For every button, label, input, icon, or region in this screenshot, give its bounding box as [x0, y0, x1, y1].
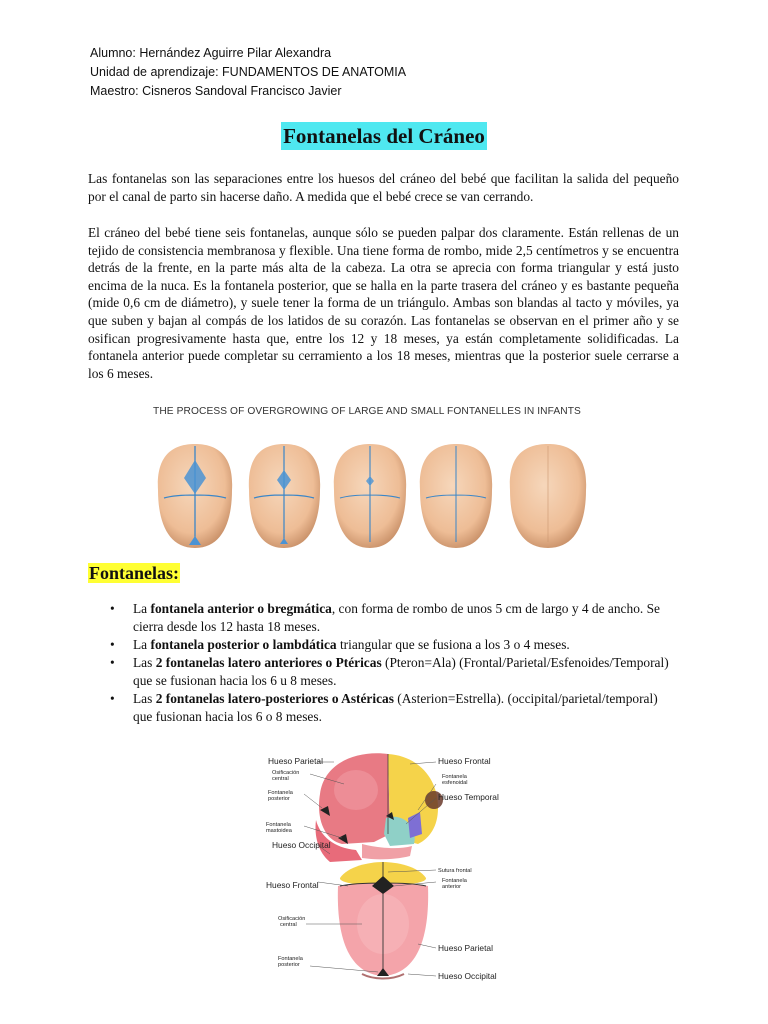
- bullet-icon: •: [110, 655, 115, 670]
- skull-stage-4: [420, 444, 492, 548]
- label-posterior-fontanelle-top: Fontanela: [278, 956, 303, 962]
- label-occipital-bone: Hueso Occipital: [272, 840, 331, 850]
- fontanelle-closure-figure: [150, 438, 610, 553]
- top-view-skull: [338, 862, 428, 979]
- label-central-ossification: Osificación: [272, 770, 300, 776]
- list-item: • La fontanela anterior o bregmática, con forma de rombo de unos 5 cm de largo y 4 de ancho. Se cierra desde los 12 hasta 18 meses.: [110, 601, 660, 634]
- page-title: Fontanelas del Cráneo: [283, 124, 485, 148]
- svg-text:anterior: anterior: [442, 884, 461, 890]
- intro-paragraph: Las fontanelas son las separaciones entre los huesos del cráneo del bebé que facilitan la salida del pequeño por el canal de parto sin hacerse daño. A medida que el bebé crece se van cerrando.: [88, 171, 679, 204]
- label-frontal-suture: Sutura frontal: [438, 868, 472, 874]
- section-heading: Fontanelas:: [89, 563, 179, 583]
- label-frontal-bone: Hueso Frontal: [438, 756, 491, 766]
- skull-stage-5: [510, 444, 586, 548]
- body-paragraph: El cráneo del bebé tiene seis fontanelas, aunque sólo se pueden palpar dos claramente. Están rellenas de un tejido de consistencia membranosa y flexible. Una tiene forma de rombo, mide 2,5 centímetros y se encuentra detrás de la frente, en la parte más alta de la cabeza. La otra se aprecia con forma triangular y está justo encima de la nuca. Es la fontanela posterior, que se halla en la parte trasera del cráneo y es bastante pequeña (mide 0,6 cm de diámetro), y suele tener la forma de un triángulo. Ambas son blandas al tacto y móviles, ya que suben y bajan al compás de los latidos de su corazón. Las fontanelas se observan en el primer año y se osifican progresivamente hasta que, entre los 12 y 18 meses, ya están completamente solidificadas. La fontanela anterior puede completar su cerramiento a los 18 meses, mientras que la posterior suele cerrarse a los 6 meses.: [88, 225, 679, 381]
- label-central-ossification-top: Osificación: [278, 916, 306, 922]
- side-view-skull: [316, 753, 443, 862]
- label-parietal-bone-top: Hueso Parietal: [438, 943, 493, 953]
- label-sphenoid-fontanelle: Fontanela: [442, 774, 467, 780]
- bullet-icon: •: [110, 637, 115, 652]
- skull-stage-3: [334, 444, 406, 548]
- label-frontal-bone-top: Hueso Frontal: [266, 880, 319, 890]
- label-mastoid-fontanelle: Fontanela: [266, 822, 291, 828]
- teacher-line: Maestro: Cisneros Sandoval Francisco Javier: [90, 84, 342, 98]
- document-header: [90, 44, 406, 101]
- svg-text:mastoidea: mastoidea: [266, 828, 292, 834]
- skull-anatomy-diagram: [258, 748, 508, 988]
- label-posterior-fontanelle: Fontanela: [268, 790, 293, 796]
- svg-text:posterior: posterior: [268, 796, 290, 802]
- skull-stage-1: [158, 444, 232, 548]
- label-occipital-bone-top: Hueso Occipital: [438, 971, 497, 981]
- svg-text:central: central: [272, 776, 289, 782]
- svg-text:esfenoidal: esfenoidal: [442, 780, 468, 786]
- label-parietal-bone: Hueso Parietal: [268, 756, 323, 766]
- section-heading-container: [88, 561, 180, 585]
- unit-line: Unidad de aprendizaje: FUNDAMENTOS DE ANATOMIA: [90, 65, 407, 79]
- fontanelle-list: [110, 600, 670, 726]
- skull-stage-2: [249, 444, 320, 548]
- list-item: • La fontanela posterior o lambdática triangular que se fusiona a los 3 o 4 meses.: [110, 637, 570, 652]
- svg-text:central: central: [280, 922, 297, 928]
- title-container: [0, 122, 768, 150]
- bullet-icon: •: [110, 691, 115, 706]
- bullet-icon: •: [110, 601, 115, 616]
- list-item: • Las 2 fontanelas latero anteriores o Ptéricas (Pteron=Ala) (Frontal/Parietal/Esfenoides/Temporal) que se fusionan hacia los 6 u 8 meses.: [110, 655, 669, 688]
- label-temporal-bone: Hueso Temporal: [438, 792, 499, 802]
- list-item: • Las 2 fontanelas latero-posteriores o Astéricas (Asterion=Estrella). (occipital/parietal/temporal) que fusionan hacia los 6 o 8 meses.: [110, 691, 658, 724]
- student-line: Alumno: Hernández Aguirre Pilar Alexandra: [90, 46, 332, 60]
- label-anterior-fontanelle: Fontanela: [442, 878, 467, 884]
- figure-caption: THE PROCESS OF OVERGROWING OF LARGE AND SMALL FONTANELLES IN INFANTS: [153, 406, 581, 417]
- svg-text:posterior: posterior: [278, 962, 300, 968]
